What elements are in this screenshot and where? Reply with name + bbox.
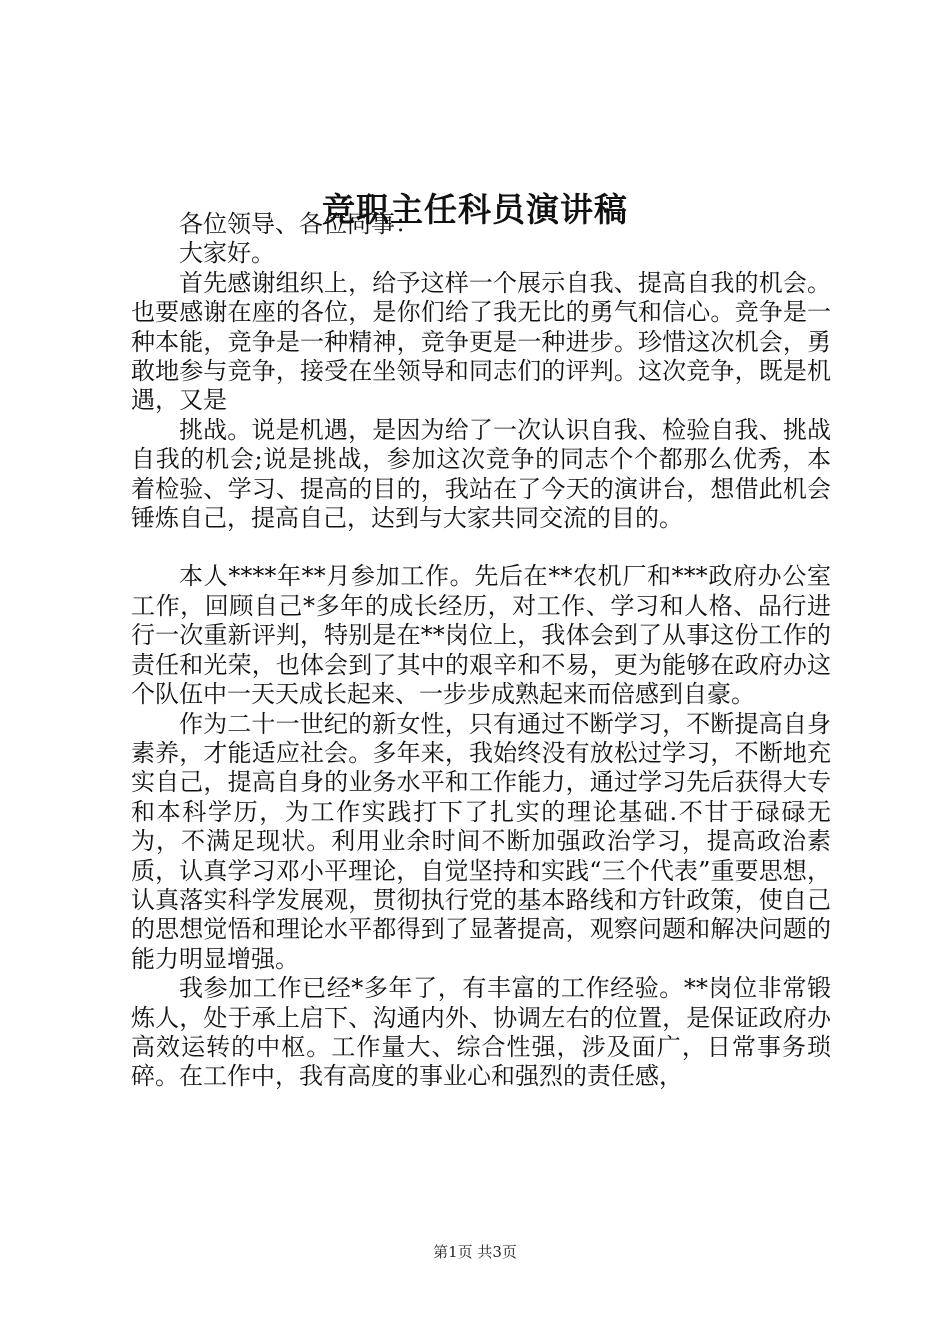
paragraph-study: 作为二十一世纪的新女性，只有通过不断学习，不断提高自身素养，才能适应社会。多年来，我始终没有放松过学习，不断地充实自己，提高自身的业务水平和工作能力，通过学习先后获得大专和本科学历，为工作实践打下了扎实的理论基础.不甘于碌碌无为，不满足现状。利用业余时间不断加强政治学习，提高政治素质，认真学习邓小平理论，自觉坚持和实践“三个代表”重要思想，认真落实科学发展观，贯彻执行党的基本路线和方针政策，使自己的思想觉悟和理论水平都得到了显著提高，观察问题和解决问题的能力明显增强。 (131, 709, 831, 973)
page-footer: 第1页 共3页 (433, 1243, 517, 1261)
paragraph-thanks: 首先感谢组织上，给予这样一个展示自我、提高自我的机会。也要感谢在座的各位，是你们给了我无比的勇气和信心。竞争是一种本能，竞争是一种精神，竞争更是一种进步。珍惜这次机会，勇敢地参与竞争，接受在坐领导和同志们的评判。这次竞争，既是机遇，又是 (131, 268, 831, 415)
document-body (131, 210, 831, 1092)
paragraph-work-history: 本人****年**月参加工作。先后在**农机厂和***政府办公室工作，回顾自己*多年的成长经历，对工作、学习和人格、品行进行一次重新评判，特别是在**岗位上，我体会到了从事这份工作的责任和光荣，也体会到了其中的艰辛和不易，更为能够在政府办这个队伍中一天天成长起来、一步步成熟起来而倍感到自豪。 (131, 562, 831, 709)
paragraph-experience: 我参加工作已经*多年了，有丰富的工作经验。**岗位非常锻炼人，处于承上启下、沟通内外、协调左右的位置，是保证政府办高效运转的中枢。工作量大、综合性强，涉及面广，日常事务琐碎。在工作中，我有高度的事业心和强烈的责任感， (131, 974, 831, 1091)
paragraph-hello: 大家好。 (179, 239, 275, 268)
paragraph-greeting: 各位领导、各位同事： (179, 210, 419, 238)
document-title: 竞职主任科员演讲稿 (322, 190, 628, 229)
paragraph-challenge: 挑战。说是机遇，是因为给了一次认识自我、检验自我、挑战自我的机会;说是挑战，参加这次竞争的同志个个都那么优秀，本着检验、学习、提高的目的，我站在了今天的演讲台，想借此机会锤炼自己，提高自己，达到与大家共同交流的目的。 (131, 415, 831, 533)
paragraph-spacer (131, 533, 831, 562)
